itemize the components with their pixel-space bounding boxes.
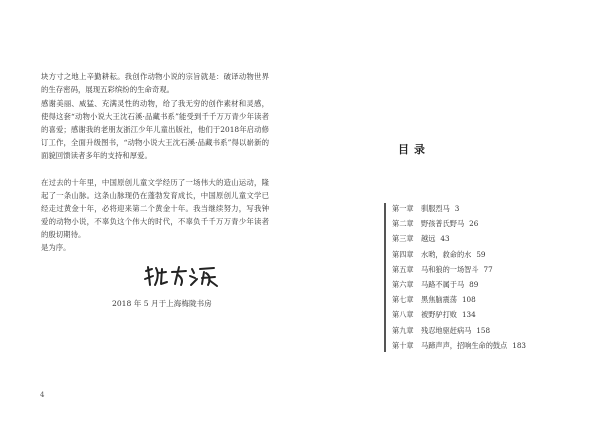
toc-page-number: 3 [454,204,460,213]
toc-chapter-title: 黑焦脑震荡 [421,295,457,305]
author-signature [142,263,222,289]
toc-page-number: 59 [476,249,486,259]
toc-chapter-label: 第六章 [392,280,414,289]
toc-chapter-label: 第五章 [392,264,414,274]
toc-chapter-label: 第七章 [392,295,414,305]
toc-chapter-title: 水哟，救命的水 [421,249,472,259]
preface-paragraph-2: 感谢美丽、威猛、充满灵性的动物，给了我无穷的创作素材和灵感，使得这套“动物小说大王沈石溪·品藏书系”能受到千千万万青少年读者的喜爱；感谢我的老朋友浙江少年儿童出版社，他们于2018年启动修订工作，全面升级图书，“动物小说大王沈石溪·品藏书系”得以崭新的面貌回馈读者多年的支持和厚爱。 [41,99,269,160]
toc-entry[interactable] [392,326,490,336]
toc-chapter-title: 马和狼的一场智斗 [421,264,479,274]
toc-chapter-title: 残忍地驱赶病马 [421,325,472,335]
toc-page-number: 26 [469,219,479,229]
toc-chapter-label: 第一章 [392,204,414,213]
toc-page-number: 108 [461,295,476,305]
toc-entry[interactable] [392,250,485,260]
toc-title: 目录 [398,143,430,156]
preface-paragraph-3: 在过去的十年里，中国原创儿童文学经历了一场伟大的造山运动，隆起了一条山脉。这条山脉现仍在蓬勃发育成长，中国原创儿童文学已经走过黄金十年，必将迎来第二个黄金十年。我当继续努力，写我钟爱的动物小说，不辜负这个伟大的时代，不辜负千千万万青少年读者的殷切期待。 [41,178,269,239]
toc-entry[interactable] [392,219,478,229]
toc-chapter-title: 马路不属于马 [421,280,465,289]
toc-chapter-title: 野孩普氏野马 [421,219,465,229]
toc-chapter-title: 马蹄声声，招响生命的鼓点 [421,340,508,350]
toc-chapter-title: 驯服烈马 [421,204,450,213]
page-number: 4 [40,391,45,399]
toc-chapter-title: 越远 [421,234,436,244]
toc-entry[interactable] [392,204,459,214]
date-line: 2018 年 5 月于上海梅陇书房 [112,299,212,308]
toc-page-number: 43 [440,234,450,244]
toc-entry[interactable] [392,280,478,290]
toc-chapter-label: 第九章 [392,325,414,335]
toc-page-number: 183 [512,340,526,350]
toc-entry[interactable] [392,234,450,244]
toc-chapter-label: 第三章 [392,234,414,244]
toc-entry[interactable] [392,265,493,275]
toc-page-number: 77 [483,264,493,274]
preface-closing: 是为序。 [41,243,71,252]
preface-paragraph-1: 块方寸之地上辛勤耕耘。我创作动物小说的宗旨就是：破译动物世界的生存密码，展现五彩缤纷的生命奇观。 [41,72,269,94]
toc-page-number: 89 [469,280,479,289]
toc-entry[interactable] [392,310,476,320]
toc-entry[interactable] [392,341,526,351]
toc-entry[interactable] [392,295,476,305]
toc-divider-bar [384,203,386,352]
toc-chapter-label: 第二章 [392,219,414,229]
toc-chapter-label: 第十章 [392,340,414,350]
toc-chapter-title: 被野驴打败 [421,310,457,320]
toc-chapter-label: 第八章 [392,310,414,320]
toc-page-number: 134 [461,310,476,320]
right-page [300,0,600,429]
toc-page-number: 158 [476,325,491,335]
toc-chapter-label: 第四章 [392,249,414,259]
